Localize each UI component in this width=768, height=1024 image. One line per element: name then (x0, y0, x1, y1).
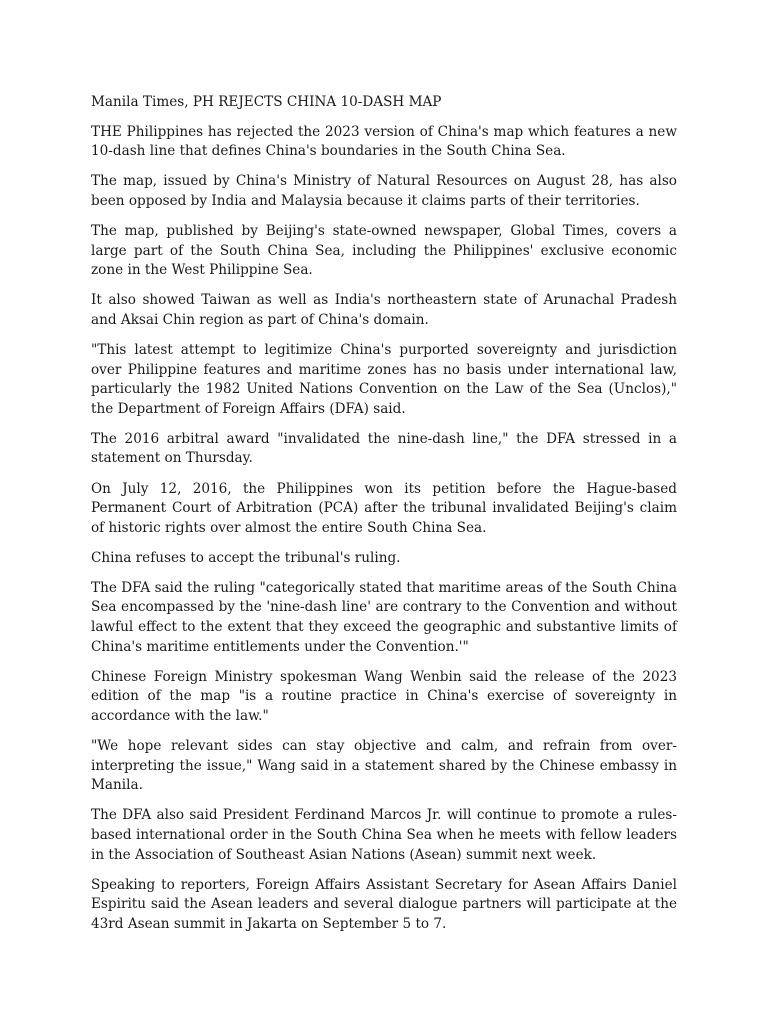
article-heading: Manila Times, PH REJECTS CHINA 10-DASH MAP (91, 94, 442, 110)
paragraph-6: The 2016 arbitral award "invalidated the nine-dash line," the DFA stressed in a statement on Thursday. (91, 430, 677, 467)
document-page (91, 93, 677, 945)
paragraph-7: On July 12, 2016, the Philippines won its petition before the Hague-based Permanent Court of Arbitration (PCA) after the tribunal invalidated Beijing's claim of historic rights over almost the entire South China Sea. (91, 480, 677, 536)
paragraph-10: Chinese Foreign Ministry spokesman Wang Wenbin said the release of the 2023 edition of the map "is a routine practice in China's exercise of sovereignty in accordance with the law." (91, 668, 677, 724)
paragraph-3: The map, published by Beijing's state-owned newspaper, Global Times, covers a large part of the South China Sea, including the Philippines' exclusive economic zone in the West Philippine Sea. (91, 222, 677, 279)
paragraph-12: The DFA also said President Ferdinand Marcos Jr. will continue to promote a rules-based international order in the South China Sea when he meets with fellow leaders in the Association of Southeast Asian Nations (Asean) summit next week. (91, 807, 677, 863)
paragraph-4: It also showed Taiwan as well as India's northeastern state of Arunachal Pradesh and Aksai Chin region as part of China's domain. (91, 292, 677, 328)
paragraph-2: The map, issued by China's Ministry of Natural Resources on August 28, has also been opposed by India and Malaysia because it claims parts of their territories. (91, 173, 677, 209)
paragraph-13: Speaking to reporters, Foreign Affairs Assistant Secretary for Asean Affairs Daniel Espiritu said the Asean leaders and several dialogue partners will participate at the 43rd Asean summit in Jakarta on September 5 to 7. (91, 876, 677, 932)
paragraph-1: THE Philippines has rejected the 2023 version of China's map which features a new 10-dash line that defines China's boundaries in the South China Sea. (91, 123, 677, 160)
paragraph-8: China refuses to accept the tribunal's ruling. (91, 549, 401, 566)
paragraph-5: "This latest attempt to legitimize China's purported sovereignty and jurisdiction over Philippine features and maritime zones has no basis under international law, particularly the 1982 United Nations Convention on the Law of the Sea (Unclos)," the Department of Foreign Affairs (DFA) said. (91, 341, 677, 417)
paragraph-9: The DFA said the ruling "categorically stated that maritime areas of the South China Sea encompassed by the 'nine-dash line' are contrary to the Convention and without lawful effect to the extent that they exceed the geographic and substantive limits of China's maritime entitlements under the Convention.'" (91, 579, 677, 655)
paragraph-11: "We hope relevant sides can stay objective and calm, and refrain from over-interpreting the issue," Wang said in a statement shared by the Chinese embassy in Manila. (91, 738, 677, 794)
